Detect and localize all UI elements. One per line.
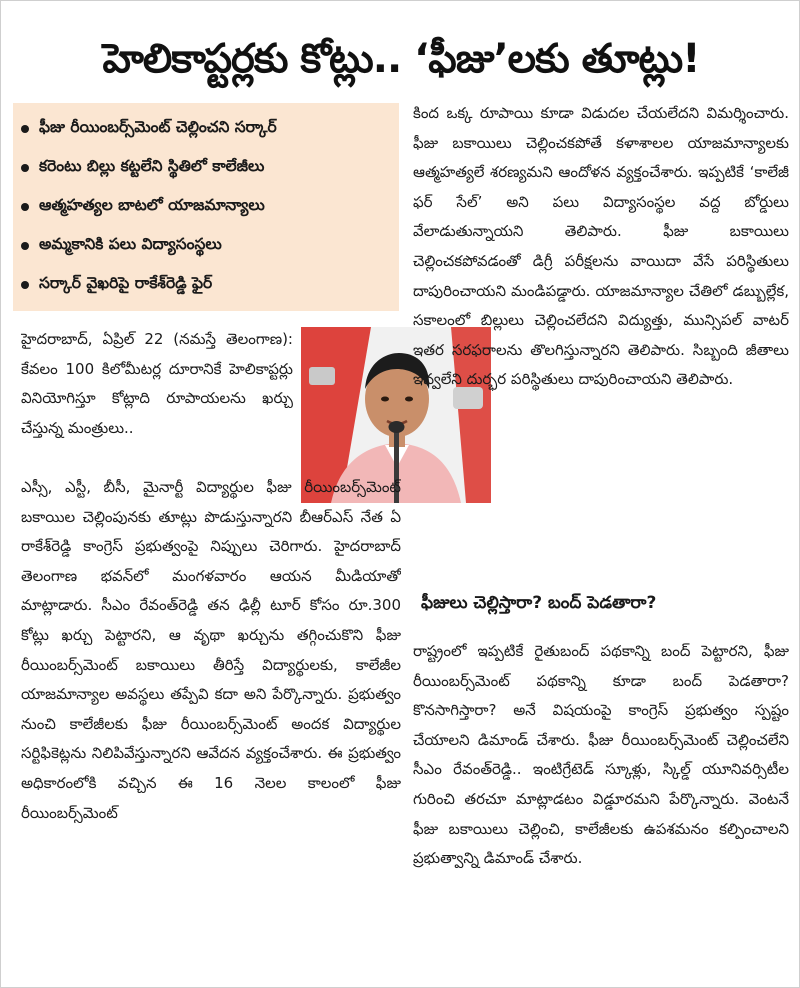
highlight-item [21,265,391,304]
bullet-icon [21,242,29,250]
article-body-right: కింద ఒక్క రూపాయి కూడా విడుదల చేయలేదని విమర్శించారు. ఫీజు బకాయిలు చెల్లించకపోతే కళాశాలల యాజమాన్యాలకు ఆత్మహత్యలే శరణ్యమని ఆందోళన వ్యక్తంచేశారు. ఇప్పటికే ‘కాలేజీ ఫర్ సేల్’ అని పలు విద్యాసంస్థల వద్ద బోర్డులు వేలాడుతున్నాయని తెలిపారు. ఫీజు బకాయిలు చెల్లించకపోవడంతో డిగ్రీ పరీక్షలను వాయిదా వేసే పరిస్థితులు దాపురించాయని మండిపడ్డారు. యాజమాన్యాల చేతిలో డబ్బుల్లేక, సకాలంలో బిల్లులు చెల్లించలేదని విద్యుత్తు, మున్సిపల్ వాటర్ ఇతర సరఫరాలను తొలగిస్తున్నారని తెలిపారు. సిబ్బంది జీతాలు ఇవ్వలేని దుర్భర పరిస్థితులు దాపురించాయని తెలిపారు. [413,104,789,389]
article-body-left: ఎస్సీ, ఎస్టీ, బీసీ, మైనార్టీ విద్యార్థుల ఫీజు రీయింబర్స్‌మెంట్ బకాయిల చెల్లింపునకు తూట్లు పొడుస్తున్నారని బీఆర్‌ఎస్ నేత ఏ రాకేశ్‌రెడ్డి కాంగ్రెస్ ప్రభుత్వంపై నిప్పులు చెరిగారు. హైదరాబాద్ తెలంగాణ భవన్‌లో మంగళవారం ఆయన మీడియాతో మాట్లాడారు. సీఎం రేవంత్‌రెడ్డి తన ఢిల్లీ టూర్ కోసం రూ.300 కోట్లు ఖర్చు పెట్టారని, ఆ వృథా ఖర్చును తగ్గించుకొని ఫీజు రీయింబర్స్‌మెంట్ బకాయిలు తీరిస్తే విద్యార్థులకు, కాలేజీల యాజమాన్యాల అవస్థలు తప్పేవి కదా అని పేర్కొన్నారు. ప్రభుత్వం నుంచి కాలేజీలకు ఫీజు రీయింబర్స్‌మెంట్ అందక విద్యార్థుల సర్టిఫికెట్లను నిలిపివేస్తున్నారని ఆవేదన వ్యక్తంచేశారు. ఈ ప్రభుత్వం అధికారంలోకి వచ్చిన ఈ 16 నెలల కాలంలో ఫీజు రీయింబర్స్‌మెంట్ [21,478,401,822]
headline: హెలికాప్టర్లకు కోట్లు.. ‘ఫీజు’లకు తూట్లు! [102,36,700,82]
highlight-text: కరెంటు బిల్లు కట్టలేని స్థితిలో కాలేజీలు [39,156,265,175]
highlight-item [21,187,391,226]
article-body-right-2: రాష్ట్రంలో ఇప్పటికే రైతుబంద్ పథకాన్ని బంద్ పెట్టారని, ఫీజు రీయింబర్స్‌మెంట్ పథకాన్ని కూడా బంద్ పెడతారా? కొనసాగిస్తారా? అనే విషయంపై కాంగ్రెస్ ప్రభుత్వం స్పష్టం చేయాలని డిమాండ్ చేశారు. ఫీజు రీయింబర్స్‌మెంట్ చెల్లించలేని సీఎం రేవంత్‌రెడ్డి.. ఇంటిగ్రేటెడ్ స్కూళ్లు, స్కిల్డ్ యూనివర్సిటీల గురించి తరచూ మాట్లాడటం విడ్డూరమని పేర్కొన్నారు. వెంటనే ఫీజు బకాయిలు చెల్లించి, కాలేజీలకు ఉపశమనం కల్పించాలని ప్రభుత్వాన్ని డిమాండ్ చేశారు. [413,642,789,868]
highlight-item [21,148,391,187]
bullet-icon [21,164,29,172]
article-intro: హైదరాబాద్, ఏప్రిల్ 22 (నమస్తే తెలంగాణ): కేవలం 100 కిలోమీటర్ల దూరానికే హెలికాప్టర్లు వినియోగిస్తూ కోట్లాది రూపాయలను ఖర్చు చేస్తున్న మంత్రులు.. [21,330,293,437]
highlights-box [13,103,399,311]
highlight-text: సర్కార్ వైఖరిపై రాకేశ్‌రెడ్డి ఫైర్ [39,273,213,292]
highlight-item [21,109,391,148]
highlight-text: ఆత్మహత్యల బాటలో యాజమాన్యాలు [39,195,265,214]
highlight-text: అమ్మకానికి పలు విద్యాసంస్థలు [39,234,222,253]
bullet-icon [21,281,29,289]
highlight-item [21,226,391,265]
article-subhead: ఫీజులు చెల్లిస్తారా? బంద్ పెడతారా? [421,593,657,613]
highlight-text: ఫీజు రీయింబర్స్‌మెంట్ చెల్లించని సర్కార్ [39,117,277,136]
bullet-icon [21,203,29,211]
bullet-icon [21,125,29,133]
